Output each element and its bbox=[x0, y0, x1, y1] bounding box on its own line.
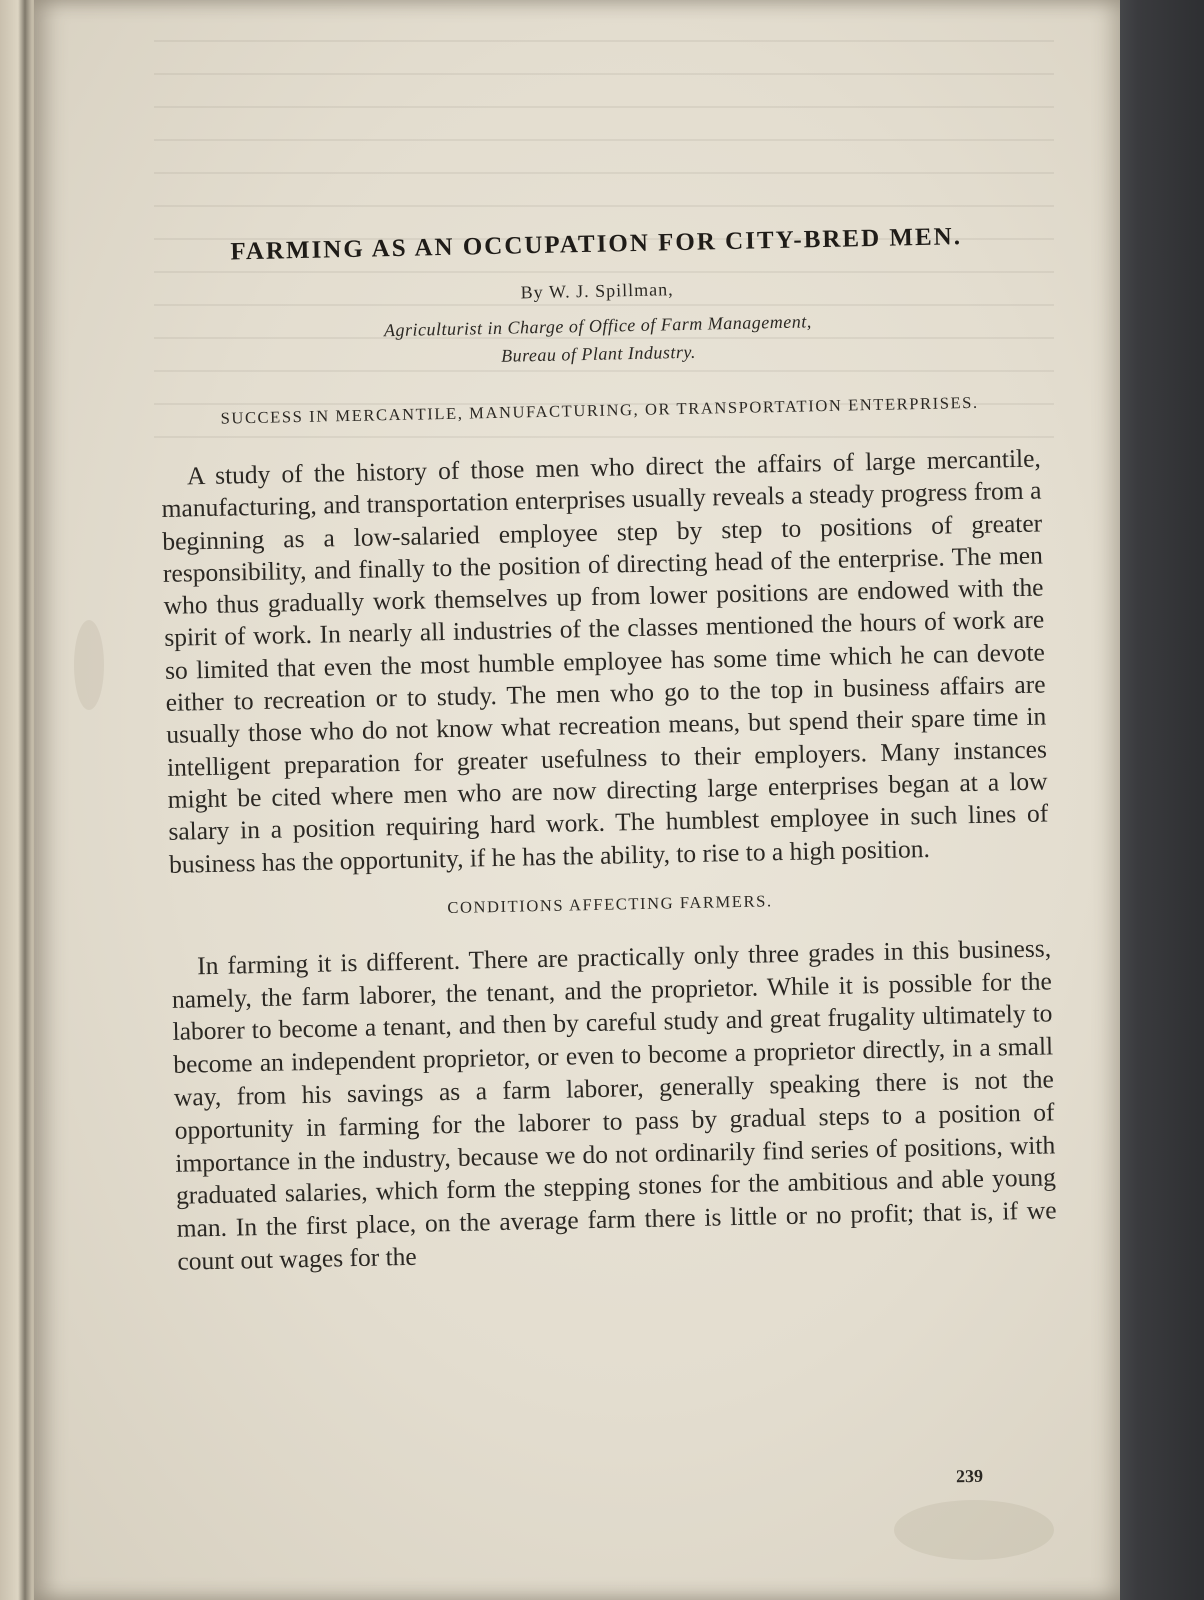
article-text-block bbox=[156, 222, 1058, 1279]
body-paragraph: A study of the history of those men who direct the affairs of large mercantile, manufacturing, and transportation enterprises usually reveals a steady progress from a beginning as a low-salaried employee step by step to positions of greater responsibility, and finally to the position of directing head of the enterprise. The men who thus gradually work themselves up from lower positions are endowed with the spirit of work. In nearly all industries of the classes mentioned the hours of work are so limited that even the most humble employee has some time which he can devote either to recreation or to study. The men who go to the top in business affairs are usually those who do not know what recreation means, but spend their spare time in intelligent preparation for greater usefulness to their employers. Many instances might be cited where men who are now directing large enterprises began at a low salary in a position requiring hard work. The humblest employee in such lines of business has the opportunity, if he has the ability, to rise to a high position. bbox=[161, 443, 1049, 879]
author-affiliation bbox=[158, 303, 1039, 377]
page-number: 239 bbox=[955, 1465, 984, 1487]
section-heading: CONDITIONS AFFECTING FARMERS. bbox=[447, 891, 773, 917]
page-stain bbox=[894, 1500, 1054, 1560]
gutter-shadow bbox=[18, 0, 32, 1600]
section-heading: SUCCESS IN MERCANTILE, MANUFACTURING, OR TRANSPORTATION ENTERPRISES. bbox=[220, 392, 979, 428]
article-title: FARMING AS AN OCCUPATION FOR CITY-BRED MEN. bbox=[230, 223, 963, 266]
book-page bbox=[34, 0, 1120, 1600]
author-byline: By W. J. Spillman, bbox=[520, 279, 674, 303]
page-stain bbox=[74, 620, 104, 710]
affiliation-line: Agriculturist in Charge of Office of Farm Management, bbox=[383, 311, 812, 341]
affiliation-line: Bureau of Plant Industry. bbox=[500, 341, 697, 366]
body-paragraph: In farming it is different. There are practically only three grades in this business, namely, the farm laborer, the tenant, and the proprietor. While it is possible for the laborer to become a tenant, and then by careful study and great frugality ultimately to become an independent proprietor, or even to become a proprietor directly, in a small way, from his savings as a farm laborer, generally speaking there is not the opportunity in farming for the laborer to pass by gradual steps to a position of importance in the industry, because we do not ordinarily find series of positions, with graduated salaries, which form the stepping stones for the ambitious and able young man. In the first place, on the average farm there is little or no profit; that is, if we count out wages for the bbox=[171, 933, 1057, 1276]
